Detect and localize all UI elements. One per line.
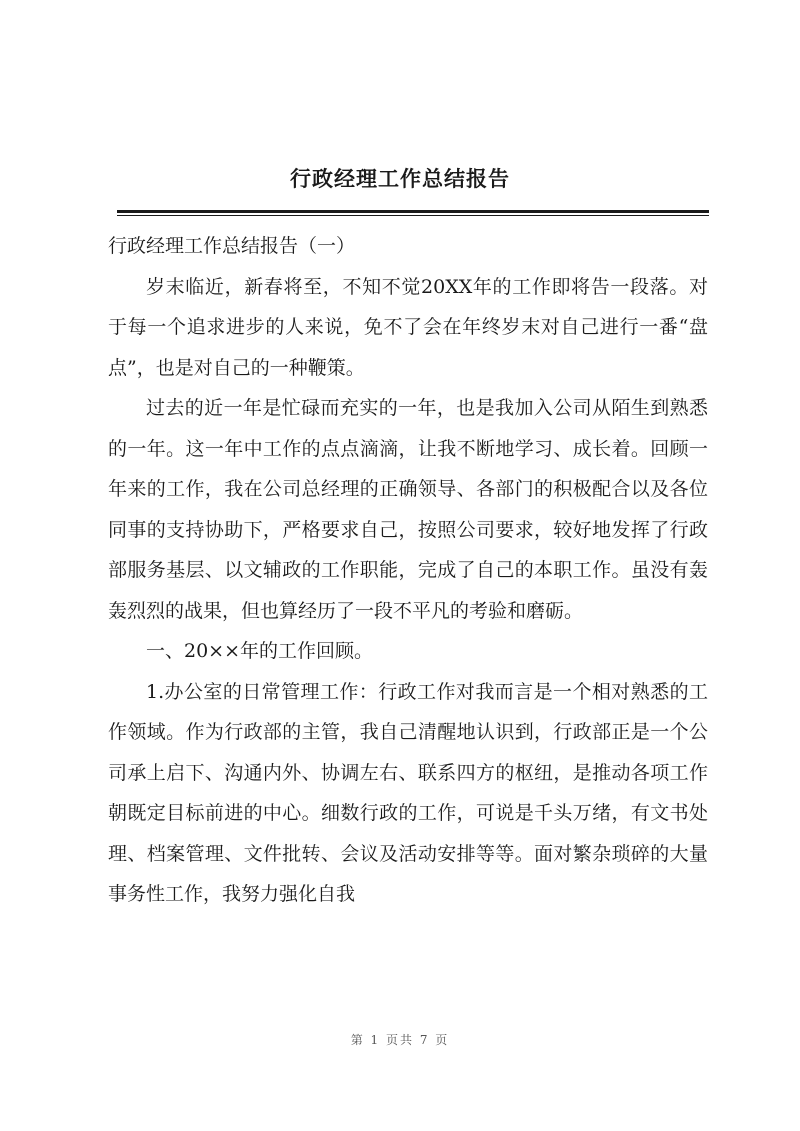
page-footer: 第 1 页共 7 页	[350, 1033, 450, 1047]
title-divider	[117, 210, 709, 213]
paragraph: 岁末临近，新春将至，不知不觉20XX年的工作即将告一段落。对于每一个追求进步的人来说，免不了会在年终岁末对自己进行一番“盘点”，也是对自己的一种鞭策。	[108, 275, 708, 379]
section-heading: 行政经理工作总结报告（一）	[108, 235, 356, 257]
subsection-heading: 一、20××年的工作回顾。	[146, 640, 374, 662]
document-body	[108, 226, 708, 915]
page-title: 行政经理工作总结报告	[290, 167, 510, 191]
paragraph: 过去的近一年是忙碌而充实的一年，也是我加入公司从陌生到熟悉的一年。这一年中工作的点点滴滴，让我不断地学习、成长着。回顾一年来的工作，我在公司总经理的正确领导、各部门的积极配合以及各位同事的支持协助下，严格要求自己，按照公司要求，较好地发挥了行政部服务基层、以文辅政的工作职能，完成了自己的本职工作。虽没有轰轰烈烈的战果，但也算经历了一段不平凡的考验和磨砺。	[108, 397, 708, 622]
paragraph: 1.办公室的日常管理工作：行政工作对我而言是一个相对熟悉的工作领域。作为行政部的主管，我自己清醒地认识到，行政部正是一个公司承上启下、沟通内外、协调左右、联系四方的枢纽，是推动各项工作朝既定目标前进的中心。细数行政的工作，可说是千头万绪，有文书处理、档案管理、文件批转、会议及活动安排等等。面对繁杂琐碎的大量事务性工作，我努力强化自我	[108, 680, 708, 905]
title-divider-thin	[117, 215, 709, 216]
